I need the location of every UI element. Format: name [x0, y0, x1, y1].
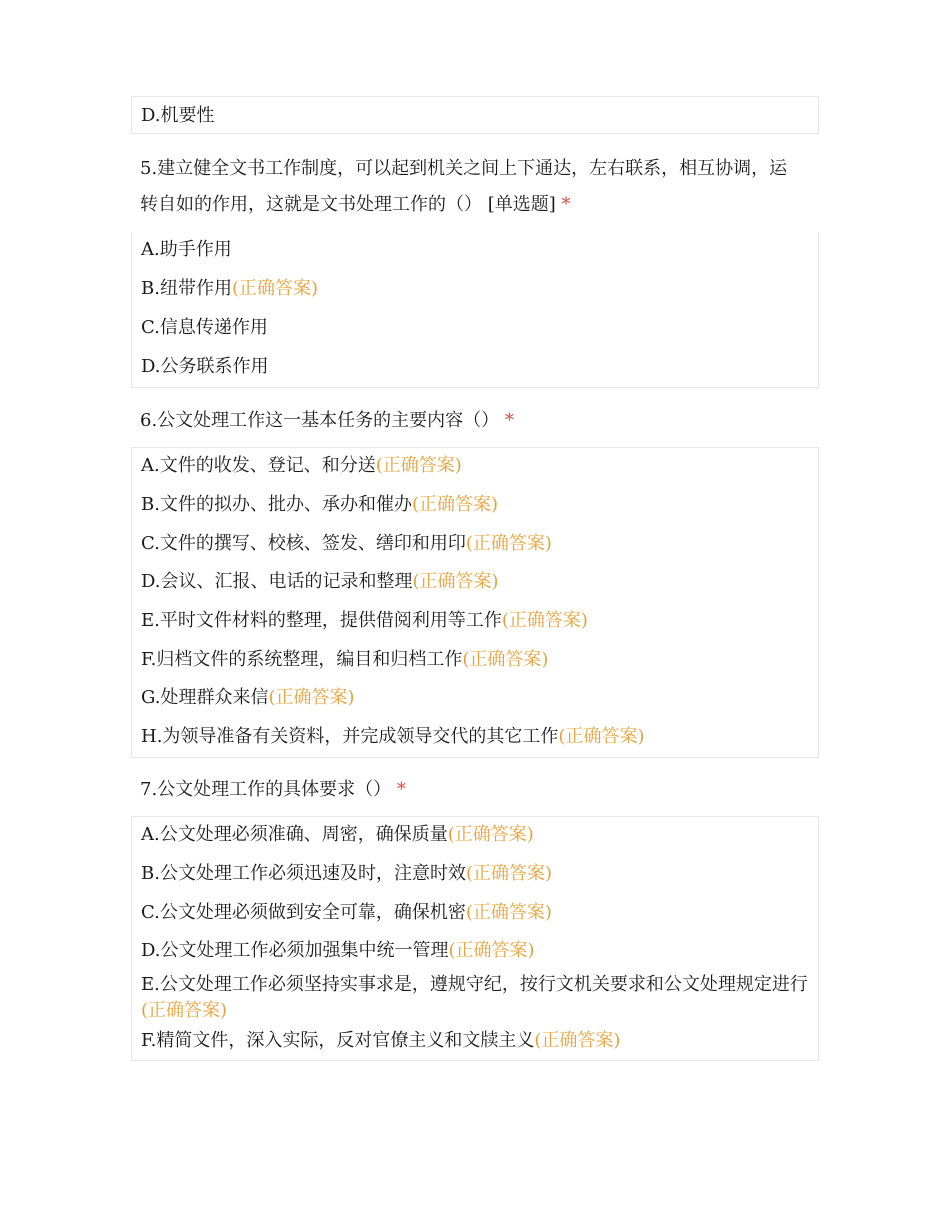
q7-option-a[interactable]: [141, 823, 812, 847]
q7-title-text: 7.公文处理工作的具体要求（）: [140, 779, 397, 800]
q5-option-b[interactable]: [141, 277, 812, 301]
option-text: E.公文处理工作必须坚持实事求是，遵规守纪，按行文机关要求和公文处理规定进行: [141, 974, 808, 995]
q7-title: [140, 772, 820, 808]
option-text: A.公文处理必须准确、周密，确保质量: [141, 824, 448, 845]
q7-option-c[interactable]: [141, 901, 812, 925]
option-text: D.公务联系作用: [141, 356, 269, 377]
option-text: G.处理群众来信: [141, 687, 269, 708]
q5-title: [140, 151, 820, 223]
q4-options-box: [131, 96, 819, 134]
correct-answer-tag: (正确答案): [465, 863, 552, 884]
q7-options-box: [131, 816, 819, 1061]
option-text: A.文件的收发、登记、和分送: [141, 455, 376, 476]
option-text: E.平时文件材料的整理，提供借阅利用等工作: [141, 610, 502, 631]
option-text: D.会议、汇报、电话的记录和整理: [141, 571, 413, 592]
option-text: B.纽带作用: [141, 278, 232, 299]
option-text: H.为领导准备有关资料，并完成领导交代的其它工作: [141, 726, 559, 747]
q6-title-text: 6.公文处理工作这一基本任务的主要内容（）: [140, 410, 505, 431]
q5-option-c[interactable]: [141, 316, 812, 340]
correct-answer-tag: (正确答案): [141, 1000, 228, 1021]
required-star: *: [396, 779, 406, 800]
correct-answer-tag: (正确答案): [412, 571, 499, 592]
required-star: *: [504, 410, 514, 431]
correct-answer-tag: (正确答案): [465, 902, 552, 923]
correct-answer-tag: (正确答案): [462, 649, 549, 670]
q6-option-g[interactable]: [141, 686, 812, 710]
q5-title-line1: 5.建立健全文书工作制度，可以起到机关之间上下通达，左右联系，相互协调，运: [140, 158, 788, 179]
correct-answer-tag: (正确答案): [558, 726, 645, 747]
correct-answer-tag: (正确答案): [231, 278, 318, 299]
correct-answer-tag: (正确答案): [501, 610, 588, 631]
q5-title-line2: [140, 187, 820, 223]
option-text: B.公文处理工作必须迅速及时，注意时效: [141, 863, 466, 884]
q4-option-d: D.机要性: [141, 105, 215, 126]
correct-answer-tag: (正确答案): [411, 494, 498, 515]
q6-option-f[interactable]: [141, 648, 812, 672]
correct-answer-tag: (正确答案): [375, 455, 462, 476]
q6-options-box: [131, 447, 819, 758]
option-text: F.归档文件的系统整理，编目和归档工作: [141, 649, 463, 670]
correct-answer-tag: (正确答案): [447, 824, 534, 845]
correct-answer-tag: (正确答案): [448, 940, 535, 961]
q6-option-a[interactable]: [141, 454, 812, 478]
q7-option-f[interactable]: [141, 1029, 812, 1053]
option-text: B.文件的拟办、批办、承办和催办: [141, 494, 412, 515]
q6-option-e[interactable]: [141, 609, 812, 633]
q6-option-d[interactable]: [141, 570, 812, 594]
q6-option-c[interactable]: [141, 532, 812, 556]
q6-title: [140, 403, 820, 439]
option-text: F.精简文件，深入实际，反对官僚主义和文牍主义: [141, 1030, 535, 1051]
option-text: C.文件的撰写、校核、签发、缮印和用印: [141, 533, 466, 554]
option-text: C.信息传递作用: [141, 317, 268, 338]
q5-option-a[interactable]: [141, 238, 812, 262]
q5-option-d[interactable]: [141, 355, 812, 379]
required-star: *: [561, 194, 571, 215]
option-text: D.公文处理工作必须加强集中统一管理: [141, 940, 449, 961]
q6-option-b[interactable]: [141, 493, 812, 517]
q7-option-b[interactable]: [141, 862, 812, 886]
q7-option-d[interactable]: [141, 939, 812, 963]
correct-answer-tag: (正确答案): [534, 1030, 621, 1051]
q5-title-text: 转自如的作用，这就是文书处理工作的（） [单选题]: [140, 194, 562, 215]
q7-option-e[interactable]: [141, 972, 812, 1024]
q6-option-h[interactable]: [141, 725, 812, 749]
option-text: C.公文处理必须做到安全可靠，确保机密: [141, 902, 466, 923]
correct-answer-tag: (正确答案): [465, 533, 552, 554]
q5-options-box: [131, 232, 819, 388]
option-text: A.助手作用: [141, 239, 232, 260]
correct-answer-tag: (正确答案): [268, 687, 355, 708]
